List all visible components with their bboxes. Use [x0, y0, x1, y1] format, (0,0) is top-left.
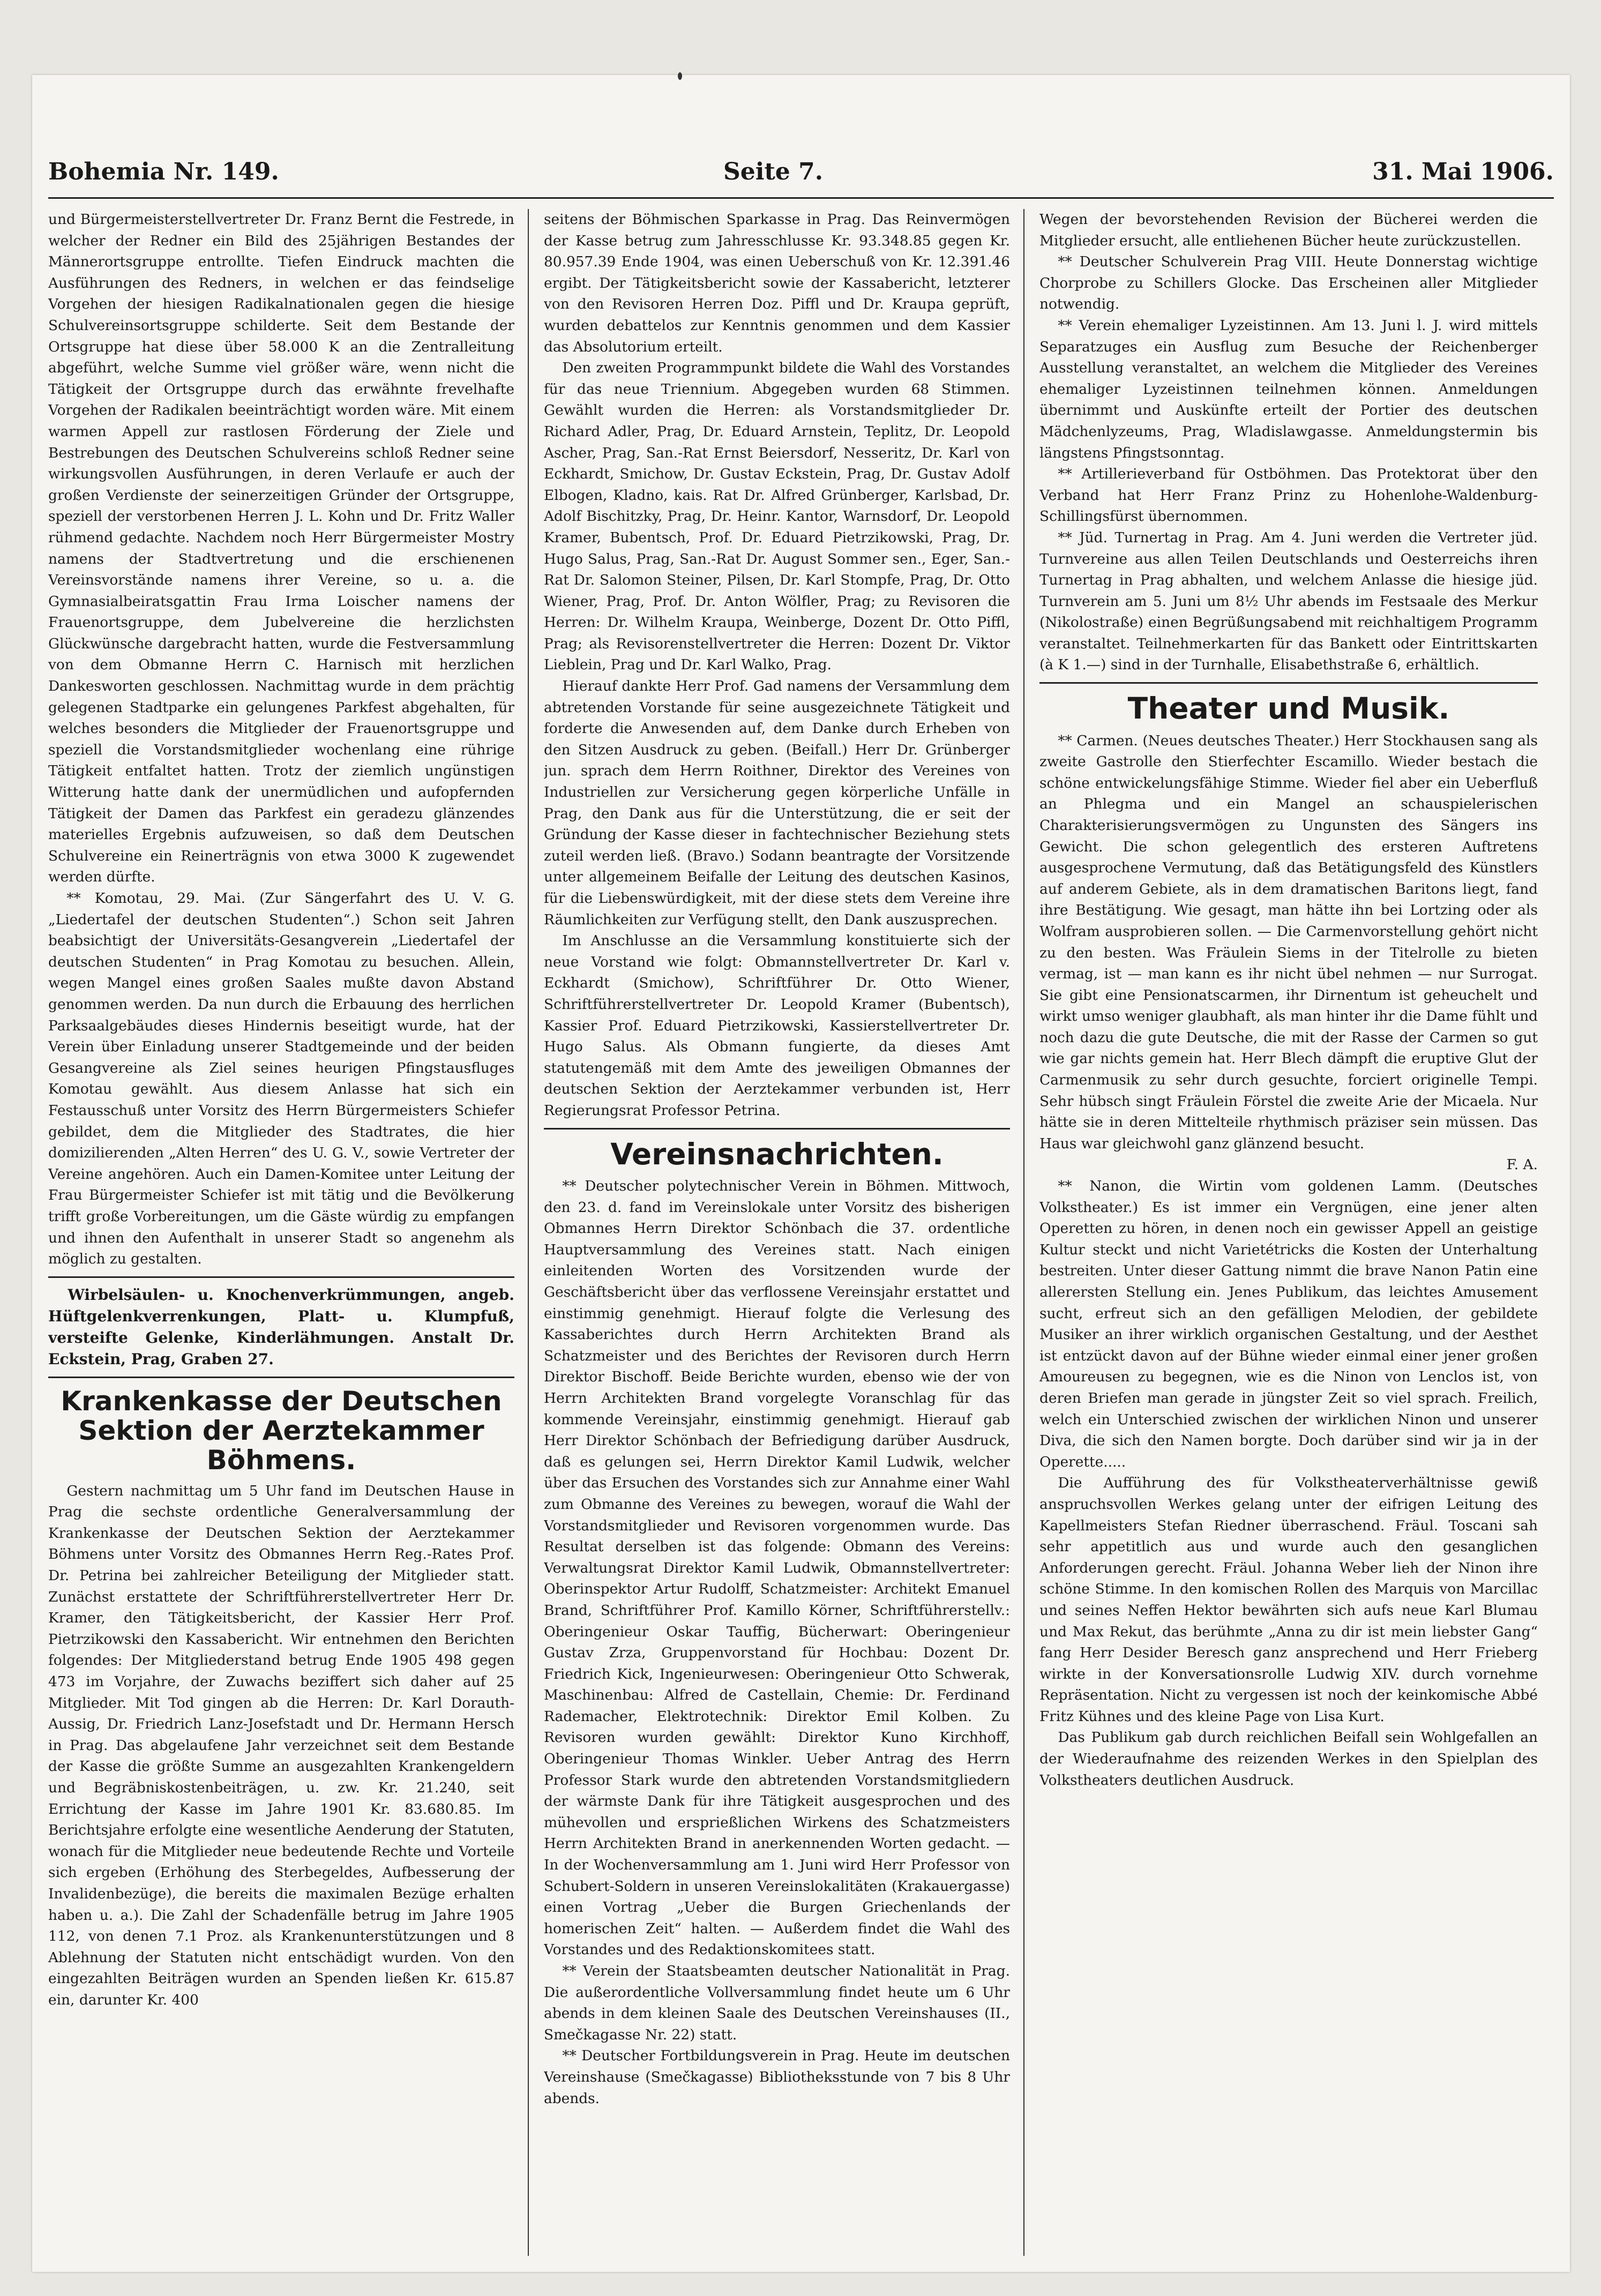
- running-head: [48, 158, 1554, 201]
- article-paragraph: Wegen der bevorstehenden Revision der Bücherei werden die Mitglieder ersucht, alle entliehenen Bücher heute zurückzustellen.: [1039, 211, 1538, 249]
- section-rule: [48, 1276, 514, 1278]
- article-paragraph: und Bürgermeisterstellvertreter Dr. Franz Bernt die Festrede, in welcher der Redner ein Bild des 25jährigen Bestandes der Männerortsgruppe entrollte. Tiefen Eindruck machten die Ausführungen des Redners, in welchen er das feindselige Vorgehen der hiesigen Radikalnationalen gegen die hiesige Schulvereinsortsgruppe schilderte. Seit dem Bestande der Ortsgruppe hat diese über 58.000 K an die Zentralleitung abgeführt, welche Summe viel größer wäre, wenn nicht die Tätigkeit der Ortsgruppe durch das erwähnte frevelhafte Vorgehen der Radikalen beeinträchtigt worden wäre. Mit einem warmen Appell zur rastlosen Förderung der Ziele und Bestrebungen des Deutschen Schulvereins schloß Redner seine wirkungsvollen Ausführungen, in deren Verlaufe er auch der großen Verdienste der seinerzeitigen Gründer der Ortsgruppe, speziell der verstorbenen Herren J. L. Kohn und Dr. Fritz Waller rühmend gedachte. Nachdem noch Herr Bürgermeister Mostry namens der Stadtvertretung und die erschienenen Vereinsvorstände namens ihrer Vereine, so u. a. die Gymnasialbeiratsgattin Frau Irma Loischer namens der Frauenortsgruppe, dem Jubelvereine die herzlichsten Glückwünsche dargebracht hatten, wurde die Festversammlung von dem Obmanne Herrn C. Harnisch mit herzlichen Dankesworten geschlossen. Nachmittag wurde in dem prächtig gelegenen Stadtparke ein gelungenes Parkfest abgehalten, für welches besonders die Mitglieder der Frauenortsgruppe und speziell die Vorstandsmitglieder wochenlang eine rührige Tätigkeit entfaltet hatten. Trotz der ziemlich ungünstigen Witterung hatte dank der unermüdlichen und aufopfernden Tätigkeit der Damen das Parkfest ein geradezu glänzendes materielles Ergebnis aufzuweisen, so daß dem Deutschen Schulvereine ein Reinerträgnis von etwa 3000 K zugewendet werden dürfte.: [48, 211, 514, 886]
- advertisement: Wirbelsäulen- u. Knochenverkrümmungen, angeb. Hüftgelenkverrenkungen, Platt- u. Klumpfuß, versteifte Gelenke, Kinderlähmungen. Anstalt Dr. Eckstein, Prag, Graben 27.: [48, 1285, 514, 1368]
- column-divider: [528, 209, 529, 2256]
- newspaper-page: [32, 75, 1570, 2272]
- news-item: ** Deutscher Fortbildungsverein in Prag. Heute im deutschen Vereinshause (Smečkagasse) Bibliotheksstunde von 7 bis 8 Uhr abends.: [544, 2047, 1010, 2107]
- news-item: ** Verein ehemaliger Lyzeistinnen. Am 13. Juni l. J. wird mittels Separatzuges ein Ausflug zum Besuche der Reichenberger Ausstellung veranstaltet, an welchem die Mitglieder des Vereines ehemaliger Lyzeistinnen teilnehmen können. Anmeldungen übernimmt und Auskünfte erteilt der Portier des deutschen Mädchenlyzeums, Prag, Wladislawgasse. Anmeldungstermin bis längstens Pfingstsonntag.: [1039, 317, 1538, 461]
- article-paragraph: seitens der Böhmischen Sparkasse in Prag. Das Reinvermögen der Kasse betrug zum Jahresschlusse Kr. 93.348.85 gegen Kr. 80.957.39 Ende 1904, was einen Ueberschuß von Kr. 12.391.46 ergibt. Der Tätigkeitsbericht sowie der Kassabericht, letzterer von den Revisoren Herren Doz. Piffl und Dr. Kraupa geprüft, wurden debattelos zur Kenntnis genommen und dem Kassier das Absolutorium erteilt.: [544, 211, 1010, 355]
- article-paragraph: Das Publikum gab durch reichlichen Beifall sein Wohlgefallen an der Wiederaufnahme des reizenden Werkes in den Spielplan des Volkstheaters deutlichen Ausdruck.: [1039, 1729, 1538, 1789]
- column-divider: [1023, 209, 1024, 2256]
- header-rule: [48, 197, 1554, 199]
- article-paragraph: Den zweiten Programmpunkt bildete die Wahl des Vorstandes für das neue Triennium. Abgegeben wurden 68 Stimmen. Gewählt wurden die Herren: als Vorstandsmitglieder Dr. Richard Adler, Prag, Dr. Eduard Arnstein, Teplitz, Dr. Leopold Ascher, Prag, San.-Rat Ernst Beiersdorf, Nesseritz, Dr. Karl von Eckhardt, Smichow, Dr. Gustav Eckstein, Prag, Dr. Gustav Adolf Elbogen, Kladno, kais. Rat Dr. Alfred Grünberger, Karlsbad, Dr. Adolf Bischitzky, Prag, Dr. Heinr. Kantor, Warnsdorf, Dr. Leopold Kramer, Bubentsch, Prof. Dr. Eduard Pietrzikowski, Prag, Dr. Hugo Salus, Prag, San.-Rat Dr. August Sommer sen., Eger, San.-Rat Dr. Salomon Steiner, Pilsen, Dr. Karl Stompfe, Prag, Dr. Otto Wiener, Prag, Prof. Dr. Anton Wölfler, Prag; zu Revisoren die Herren: Dr. Wilhelm Kraupa, Weinberge, Dozent Dr. Otto Piffl, Prag; als Revisorenstellvertreter die Herren: Dozent Dr. Viktor Lieblein, Prag und Dr. Karl Walko, Prag.: [544, 360, 1010, 674]
- news-item-komotau: ** Komotau, 29. Mai. (Zur Sängerfahrt des U. V. G. „Liedertafel der deutschen Studenten“.) Schon seit Jahren beabsichtigt der Universitäts-Gesangverein „Liedertafel der deutschen Studenten“ in Prag Komotau zu besuchen. Allein, wegen Mangel eines großen Saales mußte davon Abstand genommen werden. Da nun durch die Erbauung des herrlichen Parksaalgebäudes dieses Hindernis beseitigt wurde, hat der Verein über Einladung unserer Stadtgemeinde und der beiden Gesangvereine als Ziel seines heurigen Pfingstausfluges Komotau gewählt. Aus diesem Anlasse hat sich ein Festausschuß unter Vorsitz des Herrn Bürgermeisters Schiefer gebildet, dem die Mitglieder des Stadtrates, die hier domizilierenden „Alten Herren“ des U. G. V., sowie Vertreter der Vereine angehören. Auch ein Damen-Komitee unter Leitung der Frau Bürgermeister Schiefer ist mit tätig und die Bevölkerung trifft große Vorbereitungen, um die Gäste würdig zu empfangen und ihnen den Aufenthalt in unserer Stadt so angenehm als möglich zu gestalten.: [48, 890, 514, 1268]
- article-paragraph: Gestern nachmittag um 5 Uhr fand im Deutschen Hause in Prag die sechste ordentliche Generalversammlung der Krankenkasse der Deutschen Sektion der Aerztekammer Böhmens unter Vorsitz des Obmannes Herrn Reg.-Rates Prof. Dr. Petrina bei zahlreicher Beteiligung der Mitglieder statt. Zunächst erstattete der Schriftführerstellvertreter Herr Dr. Kramer, den Tätigkeitsbericht, der Kassier Herr Prof. Pietrzikowski den Kassabericht. Wir entnehmen den Berichten folgendes: Der Mitgliederstand betrug Ende 1905 498 gegen 473 im Vorjahre, der Zuwachs beziffert sich daher auf 25 Mitglieder. Mit Tod gingen ab die Herren: Dr. Karl Dorauth-Aussig, Dr. Friedrich Lanz-Josefstadt und Dr. Hermann Hersch in Prag. Das abgelaufene Jahr verzeichnet seit dem Bestande der Kasse die größte Summe an ausgezahlten Krankengeldern und Begräbniskostenbeiträgen, u. zw. Kr. 21.240, seit Errichtung der Kasse im Jahre 1901 Kr. 83.680.85. Im Berichtsjahre erfolgte eine wesentliche Aenderung der Statuten, wonach für die Mitglieder neue bedeutende Rechte und Vorteile sich ergeben (Erhöhung des Sterbegeldes, Aufbesserung der Invalidenbezüge), die bereits die maximalen Bezüge erhalten haben u. a.). Die Zahl der Schadenfälle betrug im Jahre 1905 112, von denen 7.1 Proz. als Krankenunterstützungen und 8 Ablehnung der Statuten nicht entschädigt wurden. Von den eingezahlten Beiträgen wurden an Spenden ließen Kr. 615.87 ein, darunter Kr. 400: [48, 1482, 514, 2008]
- article-paragraph: Im Anschlusse an die Versammlung konstituierte sich der neue Vorstand wie folgt: Obmannstellvertreter Dr. Karl v. Eckhardt (Smichow), Schriftführer Dr. Otto Wiener, Schriftführerstellvertreter Dr. Leopold Kramer (Bubentsch), Kassier Prof. Eduard Pietrzikowski, Kassierstellvertreter Dr. Hugo Salus. Als Obmann fungierte, da dieses Amt statutengemäß mit dem Amte des jeweiligen Obmannes der deutschen Sektion der Aerztekammer verbunden ist, Herr Regierungsrat Professor Petrina.: [544, 932, 1010, 1119]
- news-item: ** Jüd. Turnertag in Prag. Am 4. Juni werden die Vertreter jüd. Turnvereine aus allen Teilen Deutschlands und Oesterreichs ihren Turnertag in Prag abhalten, und welchem Anlasse die hiesige jüd. Turnverein am 5. Juni um 8½ Uhr abends im Festsaale des Merkur (Nikolostraße) einen Begrüßungsabend mit reichhaltigem Programm veranstaltet. Teilnehmerkarten für das Bankett oder Eintrittskarten (à K 1.—) sind in der Turnhalle, Elisabethstraße 6, erhältlich.: [1039, 529, 1538, 674]
- news-item: ** Deutscher Schulverein Prag VIII. Heute Donnerstag wichtige Chorprobe zu Schillers Glocke. Das Erscheinen aller Mitglieder notwendig.: [1039, 253, 1538, 313]
- section-heading: Vereinsnachrichten.: [610, 1136, 944, 1171]
- masthead-issue: Bohemia Nr. 149.: [48, 158, 279, 185]
- news-item: ** Deutscher polytechnischer Verein in Böhmen. Mittwoch, den 23. d. fand im Vereinslokale unter Vorsitz des bisherigen Obmannes Herrn Direktor Schönbach die 37. ordentliche Hauptversammlung des Vereines statt. Nach einigen einleitenden Worten des Vorsitzenden wurde der Geschäftsbericht über das verflossene Vereinsjahr erstattet und einstimmig genehmigt. Hierauf folgte die Verlesung des Kassaberichtes durch Herrn Architekten Brand als Schatzmeister und des Berichtes der Revisoren durch Herrn Direktor Bischoff. Beide Berichte wurden, ebenso wie der von Herrn Architekten Brand vorgelegte Voranschlag für das kommende Vereinsjahr, einstimmig genehmigt. Hierauf gab Herr Direktor Schönbach der Befriedigung darüber Ausdruck, daß es gelungen sei, Herrn Direktor Kamil Ludwik, welcher über das Ersuchen des Vorstandes sich zur Annahme einer Wahl zum Obmanne des Vereines zu bewegen, worauf die Wahl der Vorstandsmitglieder und Revisoren vorgenommen wurde. Das Resultat derselben ist das folgende: Obmann des Vereins: Verwaltungsrat Direktor Kamil Ludwik, Obmannstellvertreter: Oberinspektor Artur Rudolff, Schatzmeister: Architekt Emanuel Brand, Schriftführer Prof. Kamillo Körner, Schriftführerstellv.: Oberingenieur Oskar Tauffig, Bücherwart: Oberingenieur Gustav Zrza, Gruppenvorstand für Hochbau: Dozent Dr. Friedrich Kick, Ingenieurwesen: Oberingenieur Otto Schwerak, Maschinenbau: Alfred de Castellain, Chemie: Dr. Ferdinand Rademacher, Elektrotechnik: Direktor Emil Kolben. Zu Revisoren wurden gewählt: Direktor Kuno Kirchhoff, Oberingenieur Thomas Winkler. Ueber Antrag des Herrn Professor Stark wurde den abtretenden Vorstandsmitgliedern der wärmste Dank für ihre Tätigkeit ausgesprochen und des mühevollen und ersprießlichen Wirkens des Schatzmeisters Herrn Architekten Brand in anerkennenden Worten gedacht. — In der Wochenversammlung am 1. Juni wird Herr Professor von Schubert-Soldern in unseren Vereinslokalitäten (Krakauergasse) einen Vortrag „Ueber die Burgen Griechenlands der homerischen Zeit“ halten. — Außerdem findet die Wahl des Vorstandes und des Redaktionskomitees statt.: [544, 1178, 1010, 1958]
- column-1: [48, 209, 514, 2261]
- review-nanon: ** Nanon, die Wirtin vom goldenen Lamm. (Deutsches Volkstheater.) Es ist immer ein Vergnügen, eine jener alten Operetten zu hören, in denen noch ein gewisser Appell an geistige Kultur steckt und nicht Varietétricks die Kosten der Unterhaltung bestreiten. Unter dieser Gattung nimmt die brave Nanon Patin eine allerersten Stellung ein. Jenes Publikum, das leichtes Amusement sucht, erfreut sich an den gefälligen Melodien, der gebildete Musiker an ihrer wirklich organischen Gestaltung, und der Aesthet ist entzückt davon auf der Bühne wieder einmal einer jener großen Amoureusen zu begegnen, wie es die Ninon von Lenclos ist, von deren Briefen man gerade in jüngster Zeit so viel sprach. Freilich, welch ein Unterschied zwischen der wirklichen Ninon und unserer Diva, die sich den Namen borgte. Doch darüber sind wir ja in der Operette.....: [1039, 1178, 1538, 1470]
- news-item: ** Verein der Staatsbeamten deutscher Nationalität in Prag. Die außerordentliche Vollversammlung findet heute um 6 Uhr abends in dem kleinen Saale des Deutschen Vereinshauses (II., Smečkagasse Nr. 22) statt.: [544, 1963, 1010, 2043]
- column-2: [544, 209, 1010, 2261]
- section-rule: [1039, 682, 1538, 684]
- review-carmen: ** Carmen. (Neues deutsches Theater.) Herr Stockhausen sang als zweite Gastrolle den Stierfechter Escamillo. Wieder bestach die schöne entwickelungsfähige Stimme. Wieder fiel aber ein Ueberfluß an Phlegma und ein Mangel an schauspielerischen Charakterisierungsvermögen zu Ungunsten des Sängers ins Gewicht. Die schon gelegentlich des ersteren Auftretens ausgesprochene Vermutung, daß das Betätigungsfeld des Künstlers auf anderem Gebiete, als in dem dramatischen Baritons liegt, fand ihre Bestätigung. Wie gesagt, man hätte ihn bei Lortzing oder als Wolfram ausprobieren sollen. — Die Carmenvorstellung gehört nicht zu den besten. Was Fräulein Siems in der Titelrolle zu bieten vermag, ist — man kann es ihr nicht übel nehmen — nur Surrogat. Sie gibt eine Pensionatscarmen, ihr Dirnentum ist geheuchelt und wirkt umso weniger glaubhaft, als man hinter ihr die Dame fühlt und noch dazu die gute Deutsche, die mit der Rasse der Carmen so gut wie gar nichts gemein hat. Herr Blech dämpft die eruptive Glut der Carmenmusik zu sehr durch gesuchte, forciert originelle Tempi. Sehr hübsch singt Fräulein Förstel die zweite Arie der Micaela. Nur hätte sie in deren Mittelteile rhythmisch präziser sein müssen. Das Haus war gleichwohl ganz glänzend besucht.: [1039, 732, 1538, 1152]
- news-item: ** Artillerieverband für Ostböhmen. Das Protektorat über den Verband hat Herr Franz Prinz zu Hohenlohe-Waldenburg-Schillingsfürst übernommen.: [1039, 466, 1538, 525]
- section-rule: [48, 1377, 514, 1378]
- section-rule: [544, 1128, 1010, 1130]
- article-paragraph: Hierauf dankte Herr Prof. Gad namens der Versammlung dem abtretenden Vorstande für seine ausgezeichnete Tätigkeit und forderte die Anwesenden auf, dem Danke durch Erheben von den Sitzen Ausdruck zu geben. (Beifall.) Herr Dr. Grünberger jun. sprach dem Herrn Roithner, Direktor des Vereines von Industriellen zur Versicherung gegen körperliche Unfälle in Prag, den Dank aus für die Unterstützung, die er seit der Gründung der Kasse dieser in fachtechnischer Beziehung stets zuteil werden ließ. (Bravo.) Sodann beantragte der Vorsitzende unter allgemeinem Beifalle der Leitung des deutschen Kasinos, für die Liebenswürdigkeit, mit der diese stets dem Vereine ihre Räumlichkeiten zur Verfügung stellt, den Dank auszusprechen.: [544, 678, 1010, 928]
- section-heading: Theater und Musik.: [1127, 691, 1450, 726]
- author-signature: F. A.: [1506, 1156, 1538, 1173]
- column-3: [1039, 209, 1538, 2261]
- section-heading: Krankenkasse der Deutschen Sektion der Aerztekammer Böhmens.: [61, 1385, 502, 1476]
- ink-speck: [678, 72, 682, 80]
- page-number: Seite 7.: [723, 158, 824, 185]
- article-paragraph: Die Aufführung des für Volkstheaterverhältnisse gewiß anspruchsvollen Werkes gelang unter der eifrigen Leitung des Kapellmeisters Stefan Riedner überraschend. Fräul. Toscani sah sehr appetitlich aus und wurde auch den gesanglichen Anforderungen gerecht. Fräul. Johanna Weber lieh der Ninon ihre schöne Stimme. In den komischen Rollen des Marquis von Marcillac und seines Neffen Hektor bewährten sich aufs neue Karl Blumau und Max Rekut, das berühmte „Anna zu dir ist mein liebster Gang“ fang Herr Desider Beresch ganz ansprechend und Herr Frieberg wirkte in der Konversationsrolle Ludwig XIV. durch vornehme Repräsentation. Nicht zu vergessen ist noch der keinkomische Abbé Fritz Kühnes und des kleine Page von Lisa Kurt.: [1039, 1475, 1538, 1725]
- issue-date: 31. Mai 1906.: [1372, 158, 1554, 185]
